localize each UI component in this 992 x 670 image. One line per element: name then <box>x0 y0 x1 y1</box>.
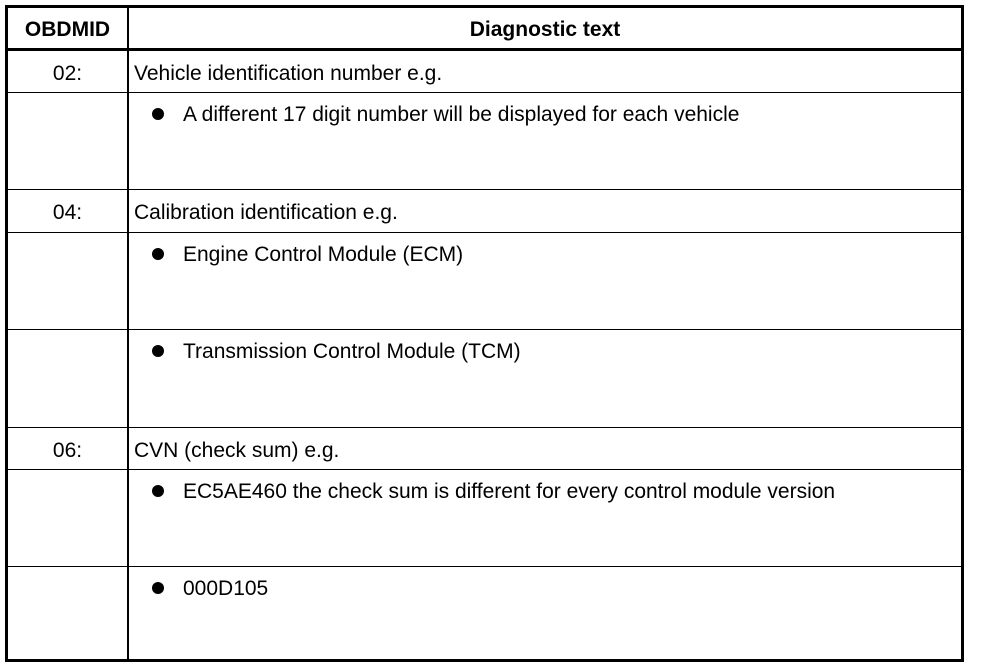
table-row <box>8 330 961 428</box>
table-row <box>8 470 961 567</box>
bullet-text: A different 17 digit number will be displayed for each vehicle <box>183 103 740 126</box>
table-row <box>8 190 961 233</box>
obdmid-value: 06: <box>52 439 83 462</box>
bullet-icon <box>152 582 164 594</box>
bullet-text: Transmission Control Module (TCM) <box>183 340 521 363</box>
obdmid-table <box>5 5 964 662</box>
table-header-row <box>8 8 961 51</box>
diagnostic-title: Vehicle identification number e.g. <box>134 62 443 85</box>
obdmid-value: 04: <box>52 201 83 224</box>
obdmid-value: 02: <box>52 62 83 85</box>
table-row <box>8 428 961 470</box>
header-obdmid: OBDMID <box>24 18 111 41</box>
bullet-text: EC5AE460 the check sum is different for every control module version <box>183 480 836 503</box>
header-diagnostic-text: Diagnostic text <box>469 18 621 41</box>
diagnostic-title: CVN (check sum) e.g. <box>134 439 340 462</box>
diagnostic-title: Calibration identification e.g. <box>134 201 398 224</box>
bullet-text: Engine Control Module (ECM) <box>183 243 464 266</box>
diagnostic-bullet-item <box>152 577 961 601</box>
bullet-icon <box>152 485 164 497</box>
table-row <box>8 233 961 330</box>
table-row <box>8 51 961 93</box>
bullet-icon <box>152 248 164 260</box>
table-row <box>8 567 961 659</box>
diagnostic-bullet-item <box>152 340 961 364</box>
table-row <box>8 93 961 190</box>
bullet-text: 000D105 <box>183 577 269 600</box>
diagnostic-bullet-item <box>152 480 961 504</box>
bullet-icon <box>152 108 164 120</box>
diagnostic-bullet-item <box>152 243 961 267</box>
diagnostic-bullet-item <box>152 103 961 127</box>
bullet-icon <box>152 345 164 357</box>
